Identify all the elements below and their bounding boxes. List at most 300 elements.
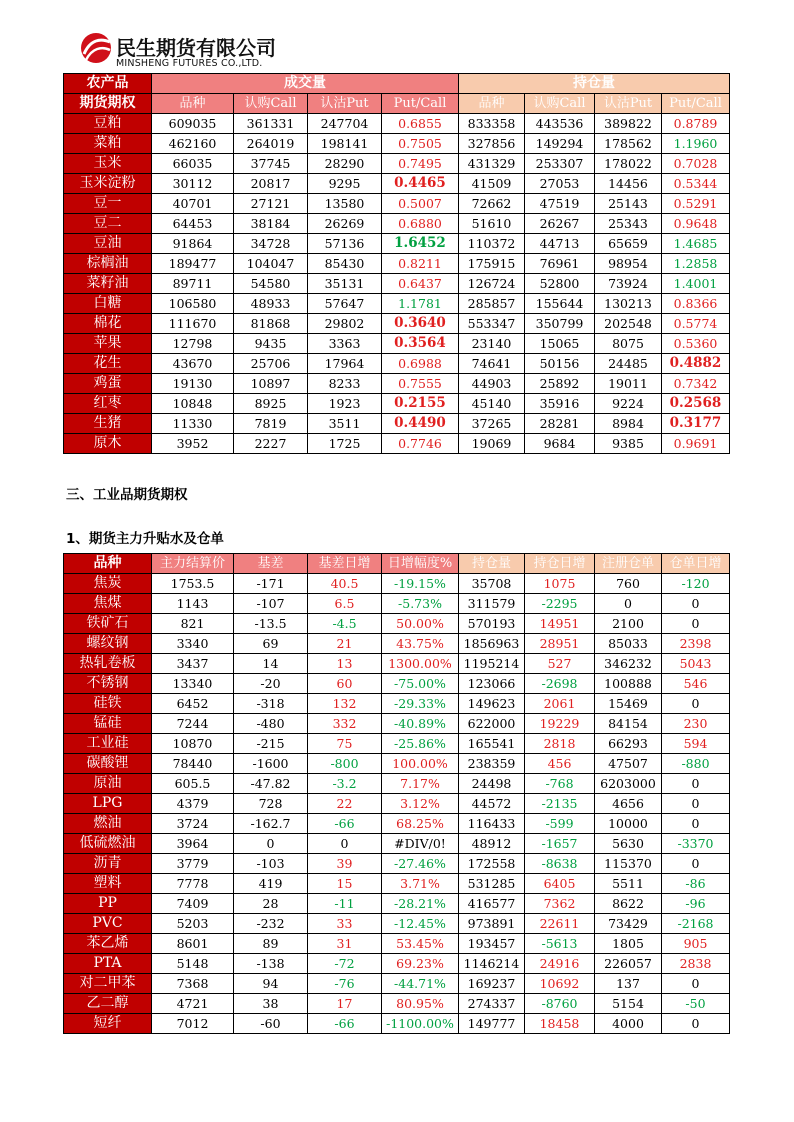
table-cell: 43670 (152, 354, 234, 374)
table-cell: 28290 (308, 154, 382, 174)
table-cell: 149294 (525, 134, 595, 154)
table-cell: 165541 (459, 734, 525, 754)
product-name: PTA (64, 954, 152, 974)
table-cell: 1146214 (459, 954, 525, 974)
table-cell: 123066 (459, 674, 525, 694)
table-cell: 1.2858 (662, 254, 730, 274)
table-cell: 230 (662, 714, 730, 734)
table-cell: 0 (662, 974, 730, 994)
table-cell: 85033 (595, 634, 662, 654)
table-cell: 10000 (595, 814, 662, 834)
column-header: 认沽Put (595, 94, 662, 114)
table-row (64, 174, 730, 194)
table-cell: 570193 (459, 614, 525, 634)
table-cell: 2061 (525, 694, 595, 714)
table-cell: 594 (662, 734, 730, 754)
table-cell: 0.2155 (382, 394, 459, 414)
table-cell: 462160 (152, 134, 234, 154)
table-cell: 25706 (234, 354, 308, 374)
table-cell: 3340 (152, 634, 234, 654)
table-cell: 416577 (459, 894, 525, 914)
table-cell: 39 (308, 854, 382, 874)
table-cell: 130213 (595, 294, 662, 314)
table-cell: 44572 (459, 794, 525, 814)
table-cell: #DIV/0! (382, 834, 459, 854)
minsheng-logo-icon (80, 30, 112, 66)
table-cell: 1075 (525, 574, 595, 594)
product-name: 鸡蛋 (64, 374, 152, 394)
table-cell: 31 (308, 934, 382, 954)
table-cell: 178562 (595, 134, 662, 154)
table-cell: 6203000 (595, 774, 662, 794)
table-cell: 132 (308, 694, 382, 714)
table-cell: -19.15% (382, 574, 459, 594)
table-cell: 609035 (152, 114, 234, 134)
table-cell: 0.6855 (382, 114, 459, 134)
table-cell: 48933 (234, 294, 308, 314)
table-cell: 5148 (152, 954, 234, 974)
table-cell: 15065 (525, 334, 595, 354)
logo-english-name: MINSHENG FUTURES CO.,LTD. (116, 58, 263, 69)
table-cell: 0 (662, 774, 730, 794)
table-cell: 1195214 (459, 654, 525, 674)
table-cell: -480 (234, 714, 308, 734)
table-cell: 1.4001 (662, 274, 730, 294)
table-cell: 4656 (595, 794, 662, 814)
table-row (64, 274, 730, 294)
table-cell: 7819 (234, 414, 308, 434)
table-cell: 34728 (234, 234, 308, 254)
table-cell: 19130 (152, 374, 234, 394)
table-row (64, 1014, 730, 1034)
table-row (64, 594, 730, 614)
table-cell: 84154 (595, 714, 662, 734)
table-cell: 172558 (459, 854, 525, 874)
table-cell: 0.8211 (382, 254, 459, 274)
table-cell: 0.5007 (382, 194, 459, 214)
table-cell: 7362 (525, 894, 595, 914)
table-cell: 19229 (525, 714, 595, 734)
table-cell: 327856 (459, 134, 525, 154)
table-cell: 3779 (152, 854, 234, 874)
table-cell: 311579 (459, 594, 525, 614)
table-cell: 14951 (525, 614, 595, 634)
table-cell: 198141 (308, 134, 382, 154)
table-cell: 116433 (459, 814, 525, 834)
table-cell: 53.45% (382, 934, 459, 954)
table-cell: 5511 (595, 874, 662, 894)
table-cell: -3.2 (308, 774, 382, 794)
table-cell: 18458 (525, 1014, 595, 1034)
product-name: 塑料 (64, 874, 152, 894)
table-cell: -2698 (525, 674, 595, 694)
table-cell: 72662 (459, 194, 525, 214)
table-cell: 98954 (595, 254, 662, 274)
table-cell: 7012 (152, 1014, 234, 1034)
table-cell: -880 (662, 754, 730, 774)
table-cell: -66 (308, 1014, 382, 1034)
product-name: 生猪 (64, 414, 152, 434)
table-cell: -76 (308, 974, 382, 994)
table-cell: 6452 (152, 694, 234, 714)
table-row (64, 854, 730, 874)
table-cell: 37745 (234, 154, 308, 174)
table-cell: 9684 (525, 434, 595, 454)
table-cell: 10848 (152, 394, 234, 414)
table-cell: 40701 (152, 194, 234, 214)
table-cell: 9224 (595, 394, 662, 414)
table-cell: 175915 (459, 254, 525, 274)
table-cell: 622000 (459, 714, 525, 734)
table-cell: 0.5344 (662, 174, 730, 194)
table-cell: 0 (662, 594, 730, 614)
table-row (64, 194, 730, 214)
table-row (64, 314, 730, 334)
table-cell: 111670 (152, 314, 234, 334)
table-cell: -47.82 (234, 774, 308, 794)
product-name: 碳酸锂 (64, 754, 152, 774)
table-cell: 11330 (152, 414, 234, 434)
subsection-heading: 1、期货主力升贴水及仓单 (66, 531, 224, 547)
product-name: PVC (64, 914, 152, 934)
table-row (64, 154, 730, 174)
table-cell: 253307 (525, 154, 595, 174)
table-cell: 25343 (595, 214, 662, 234)
table-cell: 0.5291 (662, 194, 730, 214)
table-cell: 35708 (459, 574, 525, 594)
table-row (64, 354, 730, 374)
table-row (64, 694, 730, 714)
table-cell: 5630 (595, 834, 662, 854)
table-cell: 2818 (525, 734, 595, 754)
table-cell: 57647 (308, 294, 382, 314)
table-cell: -5613 (525, 934, 595, 954)
table-cell: 52800 (525, 274, 595, 294)
header-row (64, 554, 730, 574)
table-cell: 0.3177 (662, 414, 730, 434)
table-cell: 193457 (459, 934, 525, 954)
table-row (64, 754, 730, 774)
table-cell: 26269 (308, 214, 382, 234)
table-cell: -1657 (525, 834, 595, 854)
table-cell: 15469 (595, 694, 662, 714)
table-cell: -120 (662, 574, 730, 594)
column-header: 注册仓单 (595, 554, 662, 574)
product-name: 焦炭 (64, 574, 152, 594)
table-cell: -103 (234, 854, 308, 874)
table-cell: 19011 (595, 374, 662, 394)
table-cell: 443536 (525, 114, 595, 134)
table-cell: 29802 (308, 314, 382, 334)
table-row (64, 394, 730, 414)
table-cell: -1100.00% (382, 1014, 459, 1034)
table-cell: 28281 (525, 414, 595, 434)
table-cell: 85430 (308, 254, 382, 274)
product-name: 铁矿石 (64, 614, 152, 634)
table-cell: 78440 (152, 754, 234, 774)
table-cell: -29.33% (382, 694, 459, 714)
table-cell: 28951 (525, 634, 595, 654)
table-row (64, 234, 730, 254)
table-cell: 3724 (152, 814, 234, 834)
product-name: 低硫燃油 (64, 834, 152, 854)
table-cell: 2227 (234, 434, 308, 454)
table-cell: 75 (308, 734, 382, 754)
table-cell: 24485 (595, 354, 662, 374)
table-cell: 8925 (234, 394, 308, 414)
table-cell: 8075 (595, 334, 662, 354)
table-cell: 20817 (234, 174, 308, 194)
table-cell: 13580 (308, 194, 382, 214)
table-cell: 80.95% (382, 994, 459, 1014)
table-cell: 137 (595, 974, 662, 994)
table-cell: 149777 (459, 1014, 525, 1034)
table-cell: 0.9648 (662, 214, 730, 234)
table-cell: 274337 (459, 994, 525, 1014)
table-cell: 3964 (152, 834, 234, 854)
table-cell: 50.00% (382, 614, 459, 634)
column-header: 品种 (459, 94, 525, 114)
table-cell: 5154 (595, 994, 662, 1014)
table-cell: 44713 (525, 234, 595, 254)
table-cell: 0 (662, 614, 730, 634)
table-cell: 0.2568 (662, 394, 730, 414)
table-row (64, 954, 730, 974)
table-cell: -318 (234, 694, 308, 714)
table-cell: 76961 (525, 254, 595, 274)
table-cell: 23140 (459, 334, 525, 354)
table-cell: 0 (662, 794, 730, 814)
column-header: 基差日增 (308, 554, 382, 574)
table-row (64, 334, 730, 354)
product-name: 菜籽油 (64, 274, 152, 294)
table-cell: 1.4685 (662, 234, 730, 254)
table-cell: 28 (234, 894, 308, 914)
table-cell: 6405 (525, 874, 595, 894)
table-row (64, 654, 730, 674)
table-cell: 50156 (525, 354, 595, 374)
product-name: 短纤 (64, 1014, 152, 1034)
table-cell: 1805 (595, 934, 662, 954)
table-row (64, 814, 730, 834)
table-cell: 531285 (459, 874, 525, 894)
table-cell: 0.4465 (382, 174, 459, 194)
table-cell: -800 (308, 754, 382, 774)
table-row (64, 994, 730, 1014)
product-name: 工业硅 (64, 734, 152, 754)
table-cell: -20 (234, 674, 308, 694)
table-row (64, 934, 730, 954)
table-cell: 69.23% (382, 954, 459, 974)
table-cell: 264019 (234, 134, 308, 154)
company-logo (80, 28, 340, 74)
volume-group-header: 成交量 (152, 74, 459, 94)
table-cell: 9295 (308, 174, 382, 194)
table-cell: -215 (234, 734, 308, 754)
table-cell: 0.8789 (662, 114, 730, 134)
table-cell: 74641 (459, 354, 525, 374)
table-cell: 202548 (595, 314, 662, 334)
table-row (64, 294, 730, 314)
table-row (64, 874, 730, 894)
table-row (64, 414, 730, 434)
table-cell: 100.00% (382, 754, 459, 774)
table-cell: 1923 (308, 394, 382, 414)
table-cell: 605.5 (152, 774, 234, 794)
table-cell: 10897 (234, 374, 308, 394)
table-cell: 69 (234, 634, 308, 654)
table-cell: 0.8366 (662, 294, 730, 314)
table-cell: 35916 (525, 394, 595, 414)
product-name: LPG (64, 794, 152, 814)
table-cell: 1300.00% (382, 654, 459, 674)
table-cell: 37265 (459, 414, 525, 434)
table-cell: -1600 (234, 754, 308, 774)
table-cell: 51610 (459, 214, 525, 234)
product-name: PP (64, 894, 152, 914)
table-cell: 64453 (152, 214, 234, 234)
table-cell: 361331 (234, 114, 308, 134)
table-cell: -96 (662, 894, 730, 914)
table-cell: 4721 (152, 994, 234, 1014)
table-cell: 1725 (308, 434, 382, 454)
table-cell: 100888 (595, 674, 662, 694)
table-cell: 30112 (152, 174, 234, 194)
table-cell: 226057 (595, 954, 662, 974)
table-cell: 7368 (152, 974, 234, 994)
table-cell: 73429 (595, 914, 662, 934)
table-cell: 44903 (459, 374, 525, 394)
table-cell: 0.4490 (382, 414, 459, 434)
column-header: 基差 (234, 554, 308, 574)
table-cell: 0 (595, 594, 662, 614)
table-cell: 0.7505 (382, 134, 459, 154)
table-cell: 0.7342 (662, 374, 730, 394)
product-name: 乙二醇 (64, 994, 152, 1014)
table-cell: 0.5360 (662, 334, 730, 354)
table-cell: 527 (525, 654, 595, 674)
table-row (64, 794, 730, 814)
product-name: 原油 (64, 774, 152, 794)
product-name: 玉米 (64, 154, 152, 174)
table-cell: 27121 (234, 194, 308, 214)
table-cell: 7778 (152, 874, 234, 894)
product-name: 红枣 (64, 394, 152, 414)
table-cell: 456 (525, 754, 595, 774)
product-name: 豆二 (64, 214, 152, 234)
table-cell: 3437 (152, 654, 234, 674)
product-name: 锰硅 (64, 714, 152, 734)
industrial-futures-table (63, 553, 730, 1034)
column-header: 持仓日增 (525, 554, 595, 574)
table-cell: 38 (234, 994, 308, 1014)
table-cell: -44.71% (382, 974, 459, 994)
table-cell: 17 (308, 994, 382, 1014)
table-row (64, 894, 730, 914)
header-row (64, 74, 730, 94)
product-name: 燃油 (64, 814, 152, 834)
column-header: 认购Call (525, 94, 595, 114)
table-cell: 247704 (308, 114, 382, 134)
table-row (64, 714, 730, 734)
column-header: Put/Call (382, 94, 459, 114)
table-cell: 905 (662, 934, 730, 954)
table-cell: -5.73% (382, 594, 459, 614)
table-cell: 13 (308, 654, 382, 674)
column-header: 持仓量 (459, 554, 525, 574)
table-cell: 0 (308, 834, 382, 854)
table-cell: 27053 (525, 174, 595, 194)
table-cell: 0 (662, 1014, 730, 1034)
table-cell: 35131 (308, 274, 382, 294)
table-cell: 4379 (152, 794, 234, 814)
table-cell: 8984 (595, 414, 662, 434)
table-cell: 41509 (459, 174, 525, 194)
product-name: 菜粕 (64, 134, 152, 154)
table-cell: 389822 (595, 114, 662, 134)
table-cell: 9435 (234, 334, 308, 354)
table-cell: 419 (234, 874, 308, 894)
table-cell: 0.6988 (382, 354, 459, 374)
table-cell: 5043 (662, 654, 730, 674)
table-row (64, 114, 730, 134)
table-cell: 0 (234, 834, 308, 854)
table-row (64, 574, 730, 594)
table-cell: 0 (662, 814, 730, 834)
table-cell: 66035 (152, 154, 234, 174)
table-cell: 7244 (152, 714, 234, 734)
table-cell: 0.7495 (382, 154, 459, 174)
table-cell: -138 (234, 954, 308, 974)
agri-options-table (63, 73, 730, 454)
table-row (64, 214, 730, 234)
column-header: 仓单日增 (662, 554, 730, 574)
table-cell: 8233 (308, 374, 382, 394)
product-name: 苯乙烯 (64, 934, 152, 954)
table-cell: -66 (308, 814, 382, 834)
table-cell: 94 (234, 974, 308, 994)
table-cell: 546 (662, 674, 730, 694)
corner-label-top: 农产品 (64, 74, 152, 94)
table-cell: 285857 (459, 294, 525, 314)
table-cell: 73924 (595, 274, 662, 294)
table-cell: 5203 (152, 914, 234, 934)
column-header: 认沽Put (308, 94, 382, 114)
table-cell: -13.5 (234, 614, 308, 634)
table-cell: 81868 (234, 314, 308, 334)
table-cell: 0.6437 (382, 274, 459, 294)
table-cell: -12.45% (382, 914, 459, 934)
table-cell: 973891 (459, 914, 525, 934)
table-cell: 6.5 (308, 594, 382, 614)
table-cell: 3.12% (382, 794, 459, 814)
table-cell: 833358 (459, 114, 525, 134)
table-cell: 1.1781 (382, 294, 459, 314)
table-cell: 0.3640 (382, 314, 459, 334)
table-cell: 4000 (595, 1014, 662, 1034)
table-cell: 106580 (152, 294, 234, 314)
table-cell: 91864 (152, 234, 234, 254)
table-cell: 0.7746 (382, 434, 459, 454)
table-cell: 431329 (459, 154, 525, 174)
product-name: 白糖 (64, 294, 152, 314)
table-cell: 189477 (152, 254, 234, 274)
table-cell: -3370 (662, 834, 730, 854)
table-cell: 24916 (525, 954, 595, 974)
column-header: 认购Call (234, 94, 308, 114)
product-name: 棕榈油 (64, 254, 152, 274)
table-cell: 10692 (525, 974, 595, 994)
